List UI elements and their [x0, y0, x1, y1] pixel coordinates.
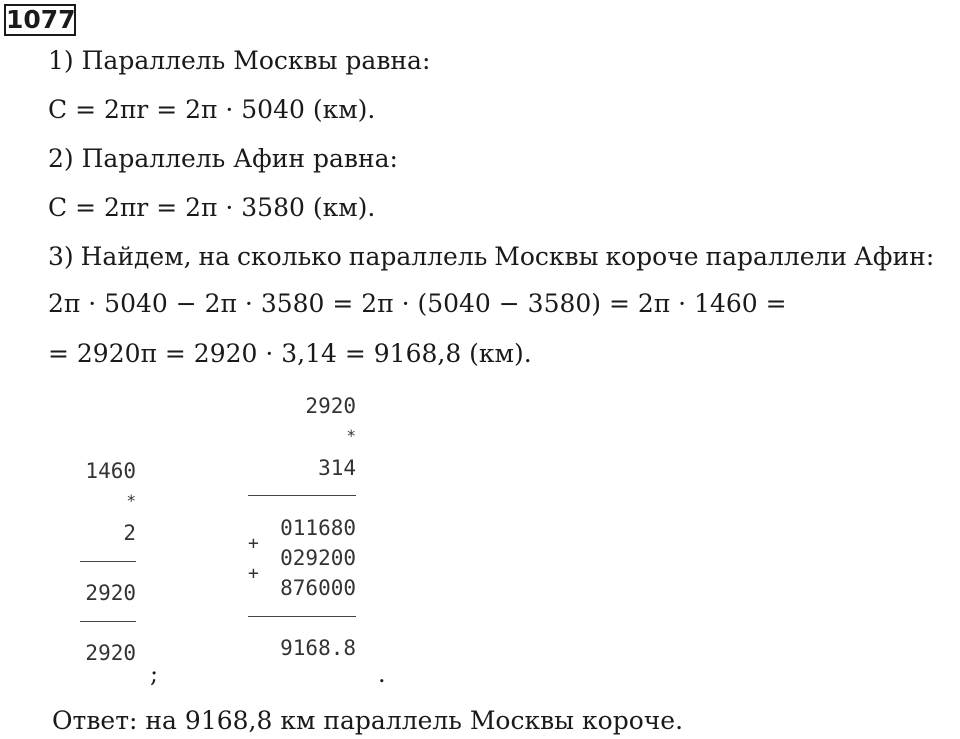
column-multiplication-1460x2 [60, 455, 136, 675]
period: . [378, 660, 386, 688]
multiply-operator: * [126, 491, 136, 510]
partial-product-1: 011680 [280, 516, 356, 540]
multiply-operator: * [346, 426, 356, 445]
plus-sign: + [248, 533, 259, 554]
step-1-heading: 1) Параллель Москвы равна: [48, 46, 431, 75]
step-3-formula-line-2: = 2920π = 2920 · 3,14 = 9168,8 (км). [48, 339, 532, 368]
rule-line [80, 561, 136, 562]
answer-line: Ответ: на 9168,8 км параллель Москвы короче. [52, 706, 684, 735]
plus-sign: + [248, 563, 259, 584]
multiplier: 2 [123, 521, 136, 545]
multiplier: 314 [318, 456, 356, 480]
partial-product-2: 029200 [280, 546, 356, 570]
final-result: 2920 [85, 641, 136, 665]
partial-product-3: 876000 [280, 576, 356, 600]
step-3-heading: 3) Найдем, на сколько параллель Москвы короче параллели Афин: [48, 242, 935, 271]
problem-number: 1077 [6, 5, 76, 34]
product: 9168.8 [280, 636, 356, 660]
semicolon: ; [150, 660, 159, 688]
rule-line [248, 616, 356, 617]
multiplicand: 1460 [85, 459, 136, 483]
rule-line [80, 621, 136, 622]
rule-line [248, 495, 356, 496]
column-multiplication-2920x314 [244, 390, 356, 670]
multiplicand: 2920 [305, 394, 356, 418]
step-3-formula-line-1: 2π · 5040 − 2π · 3580 = 2π · (5040 − 3580) = 2π · 1460 = [48, 289, 787, 318]
product: 2920 [85, 581, 136, 605]
step-2-heading: 2) Параллель Афин равна: [48, 144, 398, 173]
step-1-formula: C = 2πr = 2π · 5040 (км). [48, 95, 376, 124]
step-2-formula: C = 2πr = 2π · 3580 (км). [48, 193, 376, 222]
